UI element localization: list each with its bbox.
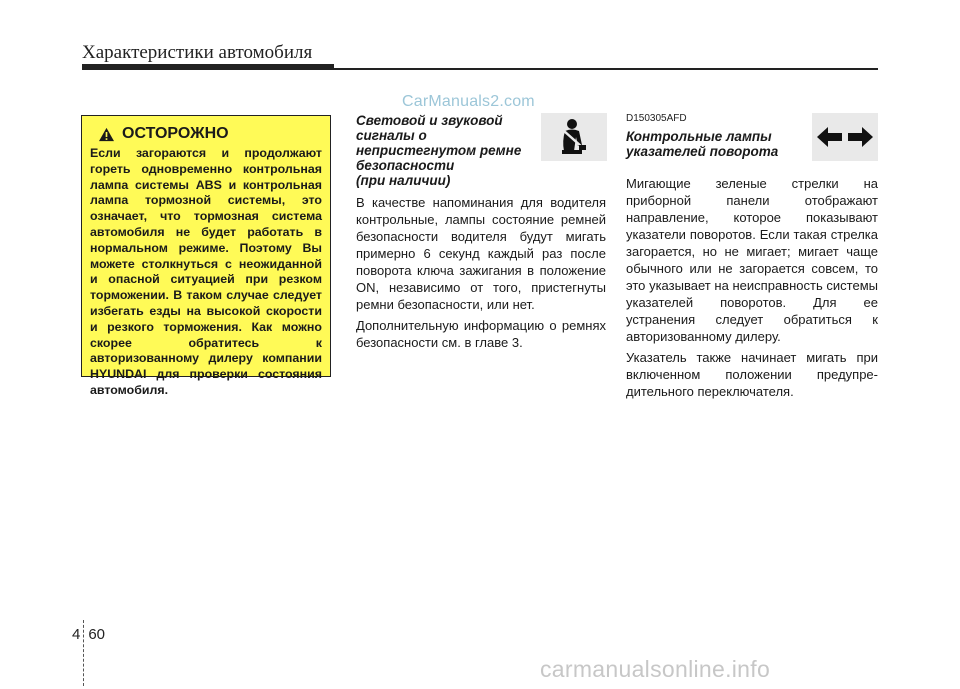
warning-text: Если загораются и продолжают гореть одновременно контрольная лампа системы ABS и контрольная лампа тормозной системы, это означает, что тормозная система автомобиля не будет работать в нормальном режиме. Поэтому Вы можете столкнуться с неожиданной и опасной ситуацией при резком торможении. В таком случае следует избегать езды на высокой скорости и резкого торможения. Как можно скорее обратитесь к авторизованному дилеру компании HYUNDAI для проверки состояния автомобиля. — [90, 146, 322, 397]
turn-signal-section — [626, 113, 878, 404]
watermark-bottom: carmanualsonline.info — [540, 656, 771, 682]
seatbelt-title-line: безопасности — [356, 158, 455, 173]
seatbelt-paragraph: Дополнительную информацию о ремнях безопасности см. в главе 3. — [356, 318, 606, 350]
warning-box — [81, 115, 331, 397]
seatbelt-title-line: сигналы о — [356, 128, 427, 143]
warning-title: ОСТОРОЖНО — [122, 125, 229, 142]
turn-signal-paragraph: Указатель также начинает мигать при включенном положении предупре-дительного переключателя. — [626, 350, 878, 399]
page-number — [72, 626, 105, 643]
header-rule-thick — [82, 64, 334, 70]
header-rule-thin — [334, 68, 878, 70]
seatbelt-title-line: Световой и звуковой — [356, 113, 503, 128]
seatbelt-section — [356, 113, 606, 355]
seatbelt-section-title — [356, 113, 606, 188]
turn-signal-paragraph: Мигающие зеленые стрелки на приборной панели отображают направление, которое показывают указатели поворотов. Если такая стрелка загорается, но не мигает; мигает чаще обычного или не загорается совсем, то это указывает на неисправность системы указателей поворотов. Для ее устранения следует обратиться к авторизованному дилеру. — [626, 176, 878, 344]
seatbelt-title-line: (при наличии) — [356, 173, 451, 188]
watermark-top: CarManuals2.com — [402, 93, 535, 110]
warning-triangle-icon — [98, 127, 115, 142]
seatbelt-paragraph: В качестве напоминания для водителя контрольные, лампы состояние ремней безопасности водителя будут мигать примерно 6 секунд каждый раз после поворота ключа зажигания в положение ON, независимо от того, пристегнуты ремни безопасности, или нет. — [356, 195, 606, 312]
seatbelt-title-line: непристегнутом ремне — [356, 143, 522, 158]
header-title: Характеристики автомобиля — [82, 42, 313, 63]
chapter-number: 4 — [72, 626, 81, 643]
turn-signal-title-line: Контрольные лампы — [626, 129, 772, 144]
turn-signal-title-line: указателей поворота — [626, 144, 779, 159]
section-code: D150305AFD — [626, 113, 687, 124]
turn-signal-section-title — [626, 129, 878, 159]
warning-header — [98, 125, 322, 143]
page-number-value: 60 — [88, 626, 106, 643]
